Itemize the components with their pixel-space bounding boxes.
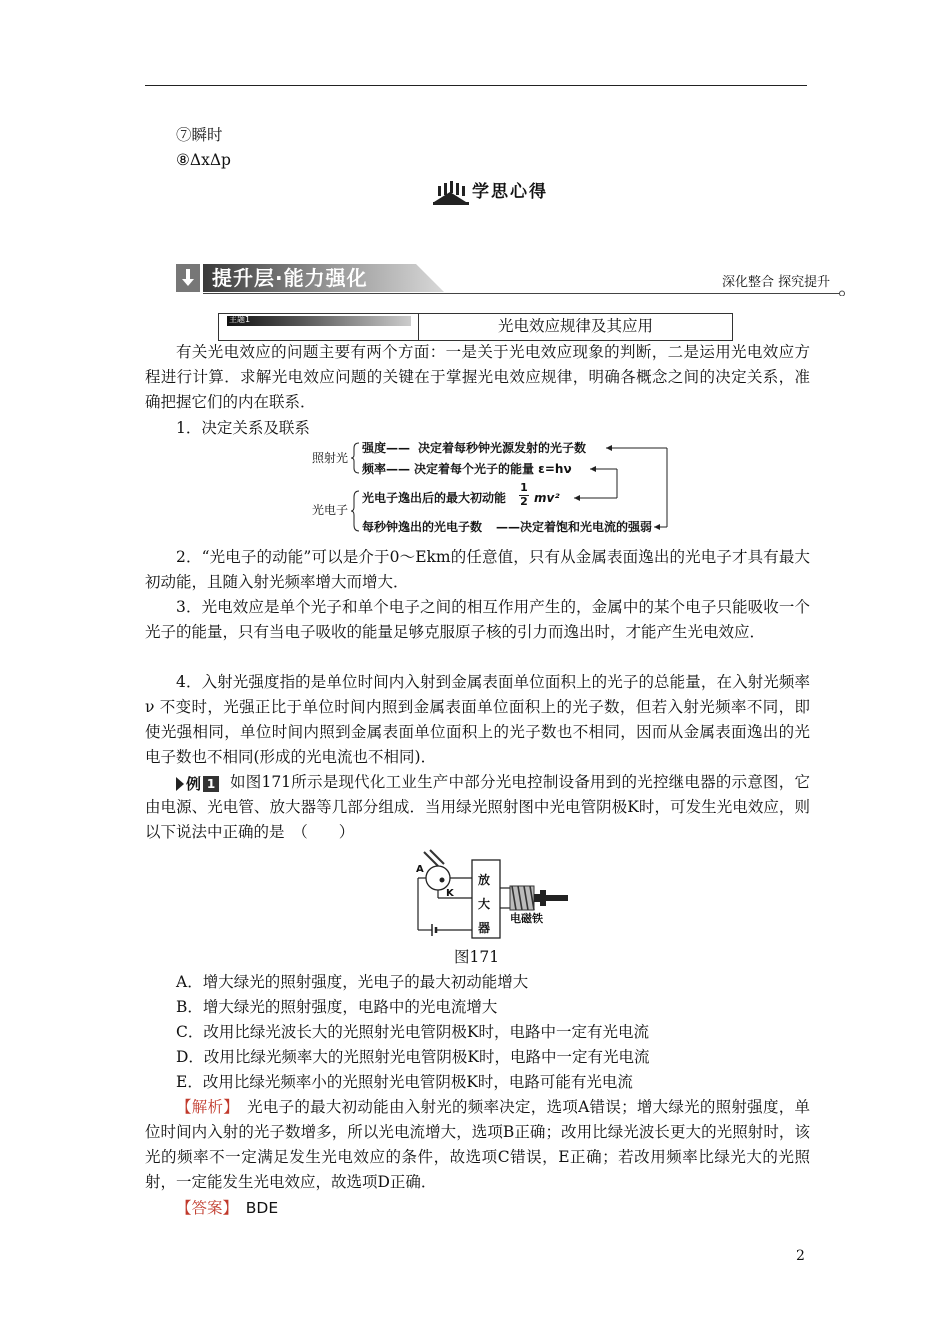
circuit-figure [414, 848, 574, 940]
reading-person-icon [432, 178, 470, 206]
analysis-label: 【解析】 [176, 1098, 232, 1116]
example-number: 1 [203, 776, 219, 792]
topic-tag-bar [227, 316, 411, 326]
topic-tag-label: 主题1 [229, 315, 251, 324]
topic-tag-cell [219, 314, 419, 340]
diagram-arrows [312, 440, 682, 540]
answer-item-7: ⑦瞬时 [176, 126, 223, 144]
banner-subtitle: 深化整合 探究提升 [722, 275, 831, 290]
answer-line [176, 1196, 278, 1221]
point-4-paragraph: 4．入射光强度指的是单位时间内入射到金属表面单位面积上的光子的总能量，在入射光频率 ν 不变时，光强正比于单位时间内照到金属表面单位面积上的光子数，但若入射光频率不同，即使光强相同，单位时间内照到金属表面单位面积上的光子数也不相同，因而从金属表面逸出的光电子数也不相同(形成的光电流也不相同)． [145, 673, 810, 766]
intensity-label: 强度—— [362, 441, 411, 455]
analysis-text: 光电子的最大初动能由入射光的频率决定，选项A错误；增大绿光的照射强度，单位时间内入射的光子数增多，所以光电流增大，选项B正确；改用比绿光波长更大的光照射时，该光的频率不一定满足发生光电效应的条件，故选项C错误，E正确；若改用频率比绿光大的光照射，一定能发生光电效应，故选项D正确． [145, 1098, 810, 1191]
option-c: C．改用比绿光波长大的光照射光电管阴极K时，电路中一定有光电流 [176, 1023, 649, 1041]
banner-title: 提升层·能力强化 [212, 266, 368, 290]
relation-diagram [312, 440, 682, 540]
option-d: D．改用比绿光频率大的光照射光电管阴极K时，电路中一定有光电流 [176, 1048, 650, 1066]
answer-item-8: ⑧ΔxΔp [176, 151, 231, 169]
electromagnet-label: 电磁铁 [510, 912, 543, 925]
circuit-diagram [414, 848, 574, 940]
anode-label: A [416, 864, 424, 875]
arrow-down-icon [181, 269, 195, 287]
section-logo [432, 178, 548, 206]
amplifier-char-2: 大 [478, 897, 491, 911]
header-rule [145, 85, 807, 86]
light-label: 照射光 [312, 451, 349, 465]
frequency-desc: 决定着每个光子的能量 ε=hν [414, 462, 572, 476]
analysis-paragraph [145, 1095, 810, 1195]
option-a: A．增大绿光的照射强度，光电子的最大初动能增大 [176, 973, 529, 991]
section-logo-text: 学思心得 [472, 182, 548, 202]
ke-text: 光电子逸出后的最大初动能 [362, 491, 507, 505]
option-e: E．改用比绿光频率小的光照射光电管阴极K时，电路可能有光电流 [176, 1073, 633, 1091]
option-b: B．增大绿光的照射强度，电路中的光电流增大 [176, 998, 498, 1016]
topic-box [218, 313, 733, 341]
electron-label: 光电子 [312, 503, 349, 517]
count-text: 每秒钟逸出的光电子数 [362, 520, 483, 534]
section-banner [176, 262, 846, 296]
amplifier-char-3: 器 [478, 921, 491, 935]
topic-title: 光电效应规律及其应用 [497, 317, 653, 335]
cathode-label: K [446, 888, 454, 899]
answer-label: 【答案】 [176, 1199, 231, 1217]
example-text: 如图171所示是现代化工业生产中部分光电控制设备用到的光控继电器的示意图，它由电源、光电管、放大器等几部分组成．当用绿光照射图中光电管阴极K时，可发生光电效应，则以下说法中正确的是 （ ） [145, 773, 810, 841]
ke-numerator: 1 [520, 481, 528, 494]
ke-var: mv² [534, 491, 560, 505]
frequency-label: 频率—— [362, 462, 411, 476]
point-3-paragraph: 3．光电效应是单个光子和单个电子之间的相互作用产生的，金属中的某个电子只能吸收一个光子的能量，只有当电子吸收的能量足够克服原子核的引力而逸出时，才能产生光电效应． [145, 598, 810, 641]
count-desc: ——决定着饱和光电流的强弱 [496, 520, 653, 534]
point-2-paragraph: 2．“光电子的动能”可以是介于0～Ekm的任意值，只有从金属表面逸出的光电子才具有最大初动能，且随入射光频率增大而增大． [145, 548, 810, 591]
intensity-desc: 决定着每秒钟光源发射的光子数 [418, 441, 587, 455]
figure-caption: 图171 [454, 948, 500, 966]
ke-denominator: 2 [520, 495, 528, 508]
point-1-heading: 1．决定关系及联系 [176, 419, 310, 437]
amplifier-char-1: 放 [478, 873, 491, 887]
intro-paragraph: 有关光电效应的问题主要有两个方面：一是关于光电效应现象的判断，二是运用光电效应方程进行计算．求解光电效应问题的关键在于掌握光电效应规律，明确各概念之间的决定关系，准确把握它们的内在联系． [145, 343, 810, 411]
answer-value: BDE [245, 1199, 279, 1217]
page-number: 2 [796, 1248, 805, 1264]
example-tag: 例 [186, 775, 202, 793]
